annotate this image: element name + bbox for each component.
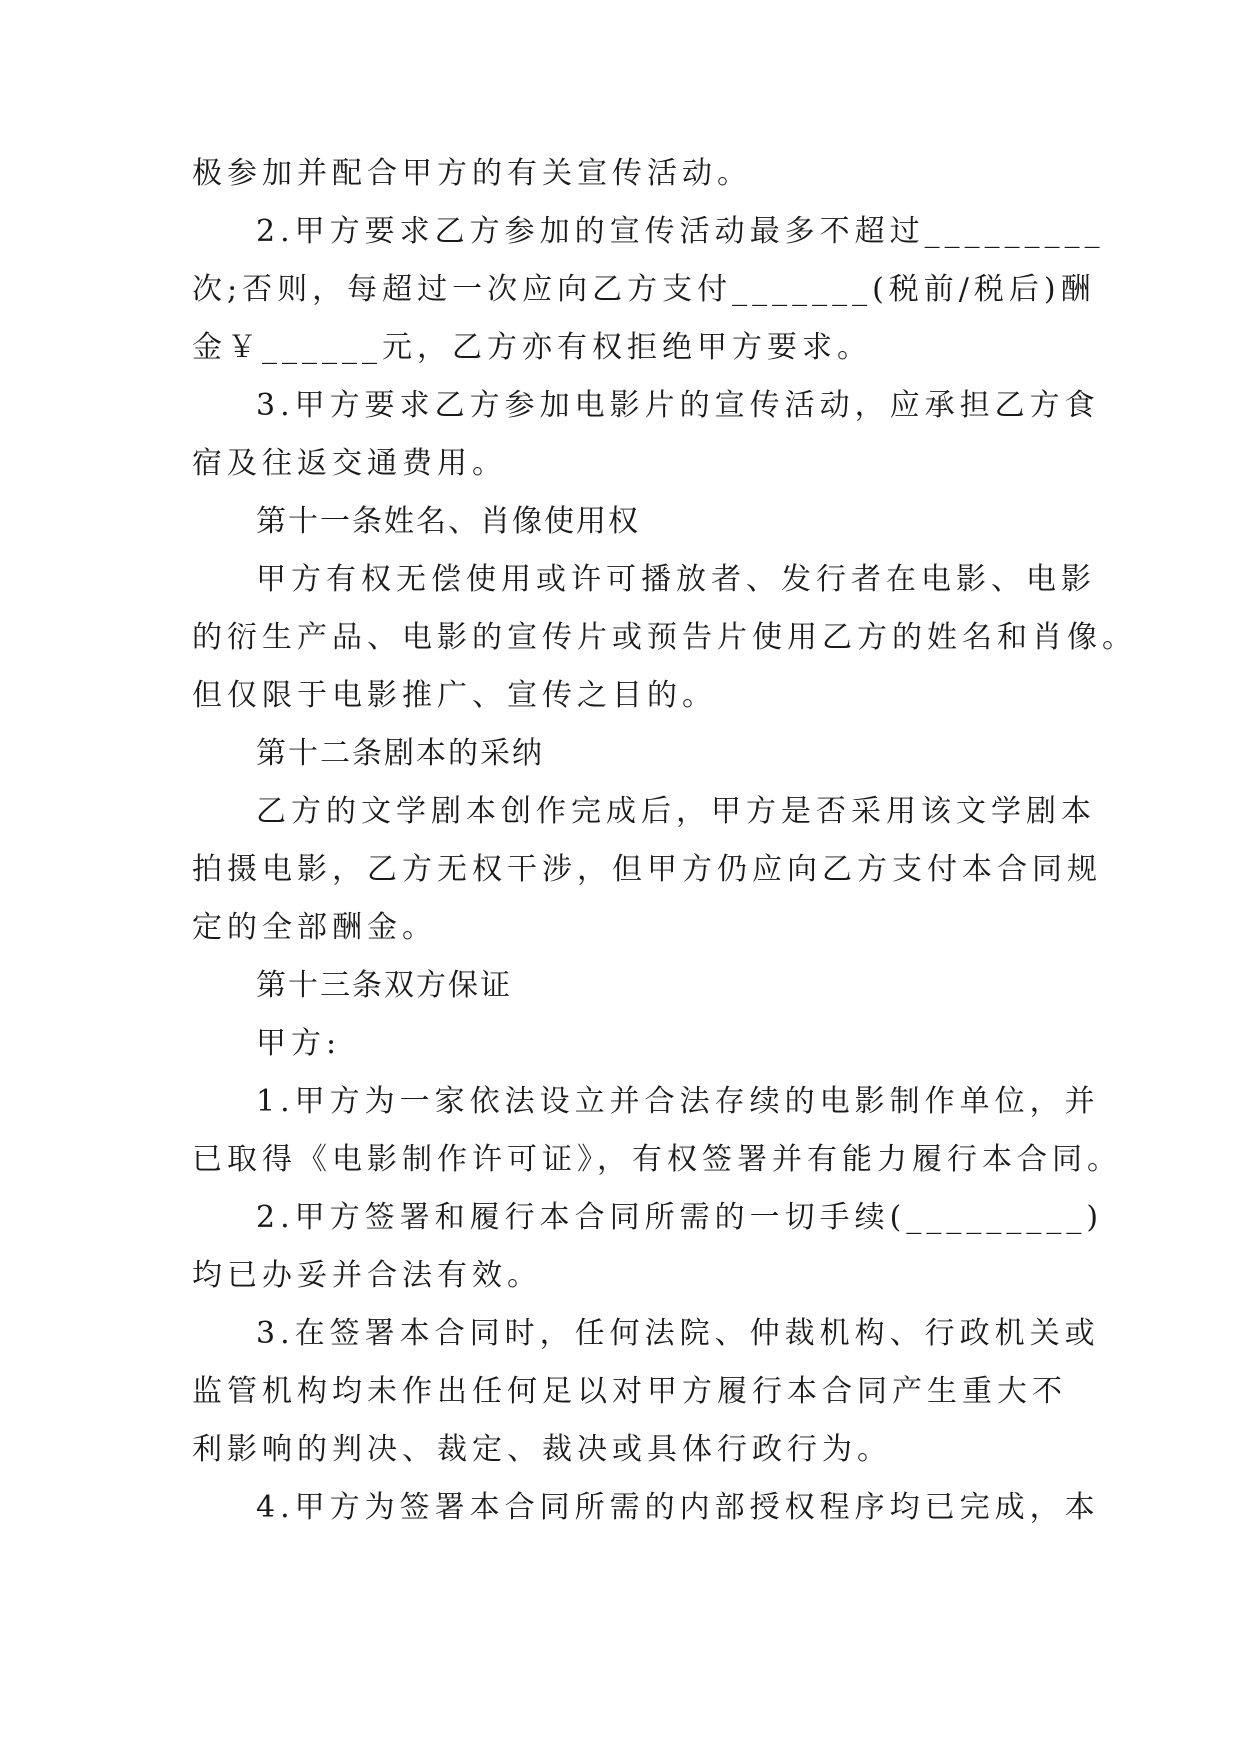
- document-page: [192, 145, 1137, 1537]
- body-text-line: 金￥______元，乙方亦有权拒绝甲方要求。: [192, 330, 872, 365]
- clause-item-2: 2.甲方签署和履行本合同所需的一切手续(_________): [256, 1200, 1104, 1235]
- body-text-line: 利影响的判决、裁定、裁决或具体行政行为。: [192, 1432, 892, 1467]
- clause-item-3: 3.在签署本合同时，任何法院、仲裁机构、行政机关或: [256, 1316, 1100, 1351]
- paragraph-start: 甲方有权无偿使用或许可播放者、发行者在电影、电影: [256, 562, 1096, 597]
- clause-item-4: 4.甲方为签署本合同所需的内部授权程序均已完成，本: [256, 1490, 1100, 1525]
- body-text-line: 均已办妥并合法有效。: [192, 1258, 542, 1293]
- body-text-line: 拍摄电影，乙方无权干涉，但甲方仍应向乙方支付本合同规: [192, 852, 1102, 887]
- body-text-line: 的衍生产品、电影的宣传片或预告片使用乙方的姓名和肖像。: [192, 620, 1137, 655]
- body-text-line: 极参加并配合甲方的有关宣传活动。: [192, 156, 752, 191]
- section-heading-12: 第十二条剧本的采纳: [256, 736, 544, 771]
- body-text-line: 已取得《电影制作许可证》，有权签署并有能力履行本合同。: [192, 1142, 1122, 1177]
- clause-item-2: 2.甲方要求乙方参加的宣传活动最多不超过_________: [256, 214, 1105, 249]
- body-text-line: 但仅限于电影推广、宣传之目的。: [192, 678, 717, 713]
- body-text-line: 定的全部酬金。: [192, 910, 437, 945]
- body-text-line: 宿及往返交通费用。: [192, 446, 507, 481]
- section-heading-11: 第十一条姓名、肖像使用权: [256, 504, 640, 539]
- paragraph-start: 乙方的文学剧本创作完成后，甲方是否采用该文学剧本: [256, 794, 1096, 829]
- body-text-line: 次;否则，每超过一次应向乙方支付_______(税前/税后)酬: [192, 272, 1096, 307]
- section-heading-13: 第十三条双方保证: [256, 968, 512, 1003]
- party-label: 甲方:: [256, 1026, 342, 1061]
- body-text-line: 监管机构均未作出任何足以对甲方履行本合同产生重大不: [192, 1374, 1067, 1409]
- clause-item-3: 3.甲方要求乙方参加电影片的宣传活动，应承担乙方食: [256, 388, 1100, 423]
- clause-item-1: 1.甲方为一家依法设立并合法存续的电影制作单位，并: [256, 1084, 1100, 1119]
